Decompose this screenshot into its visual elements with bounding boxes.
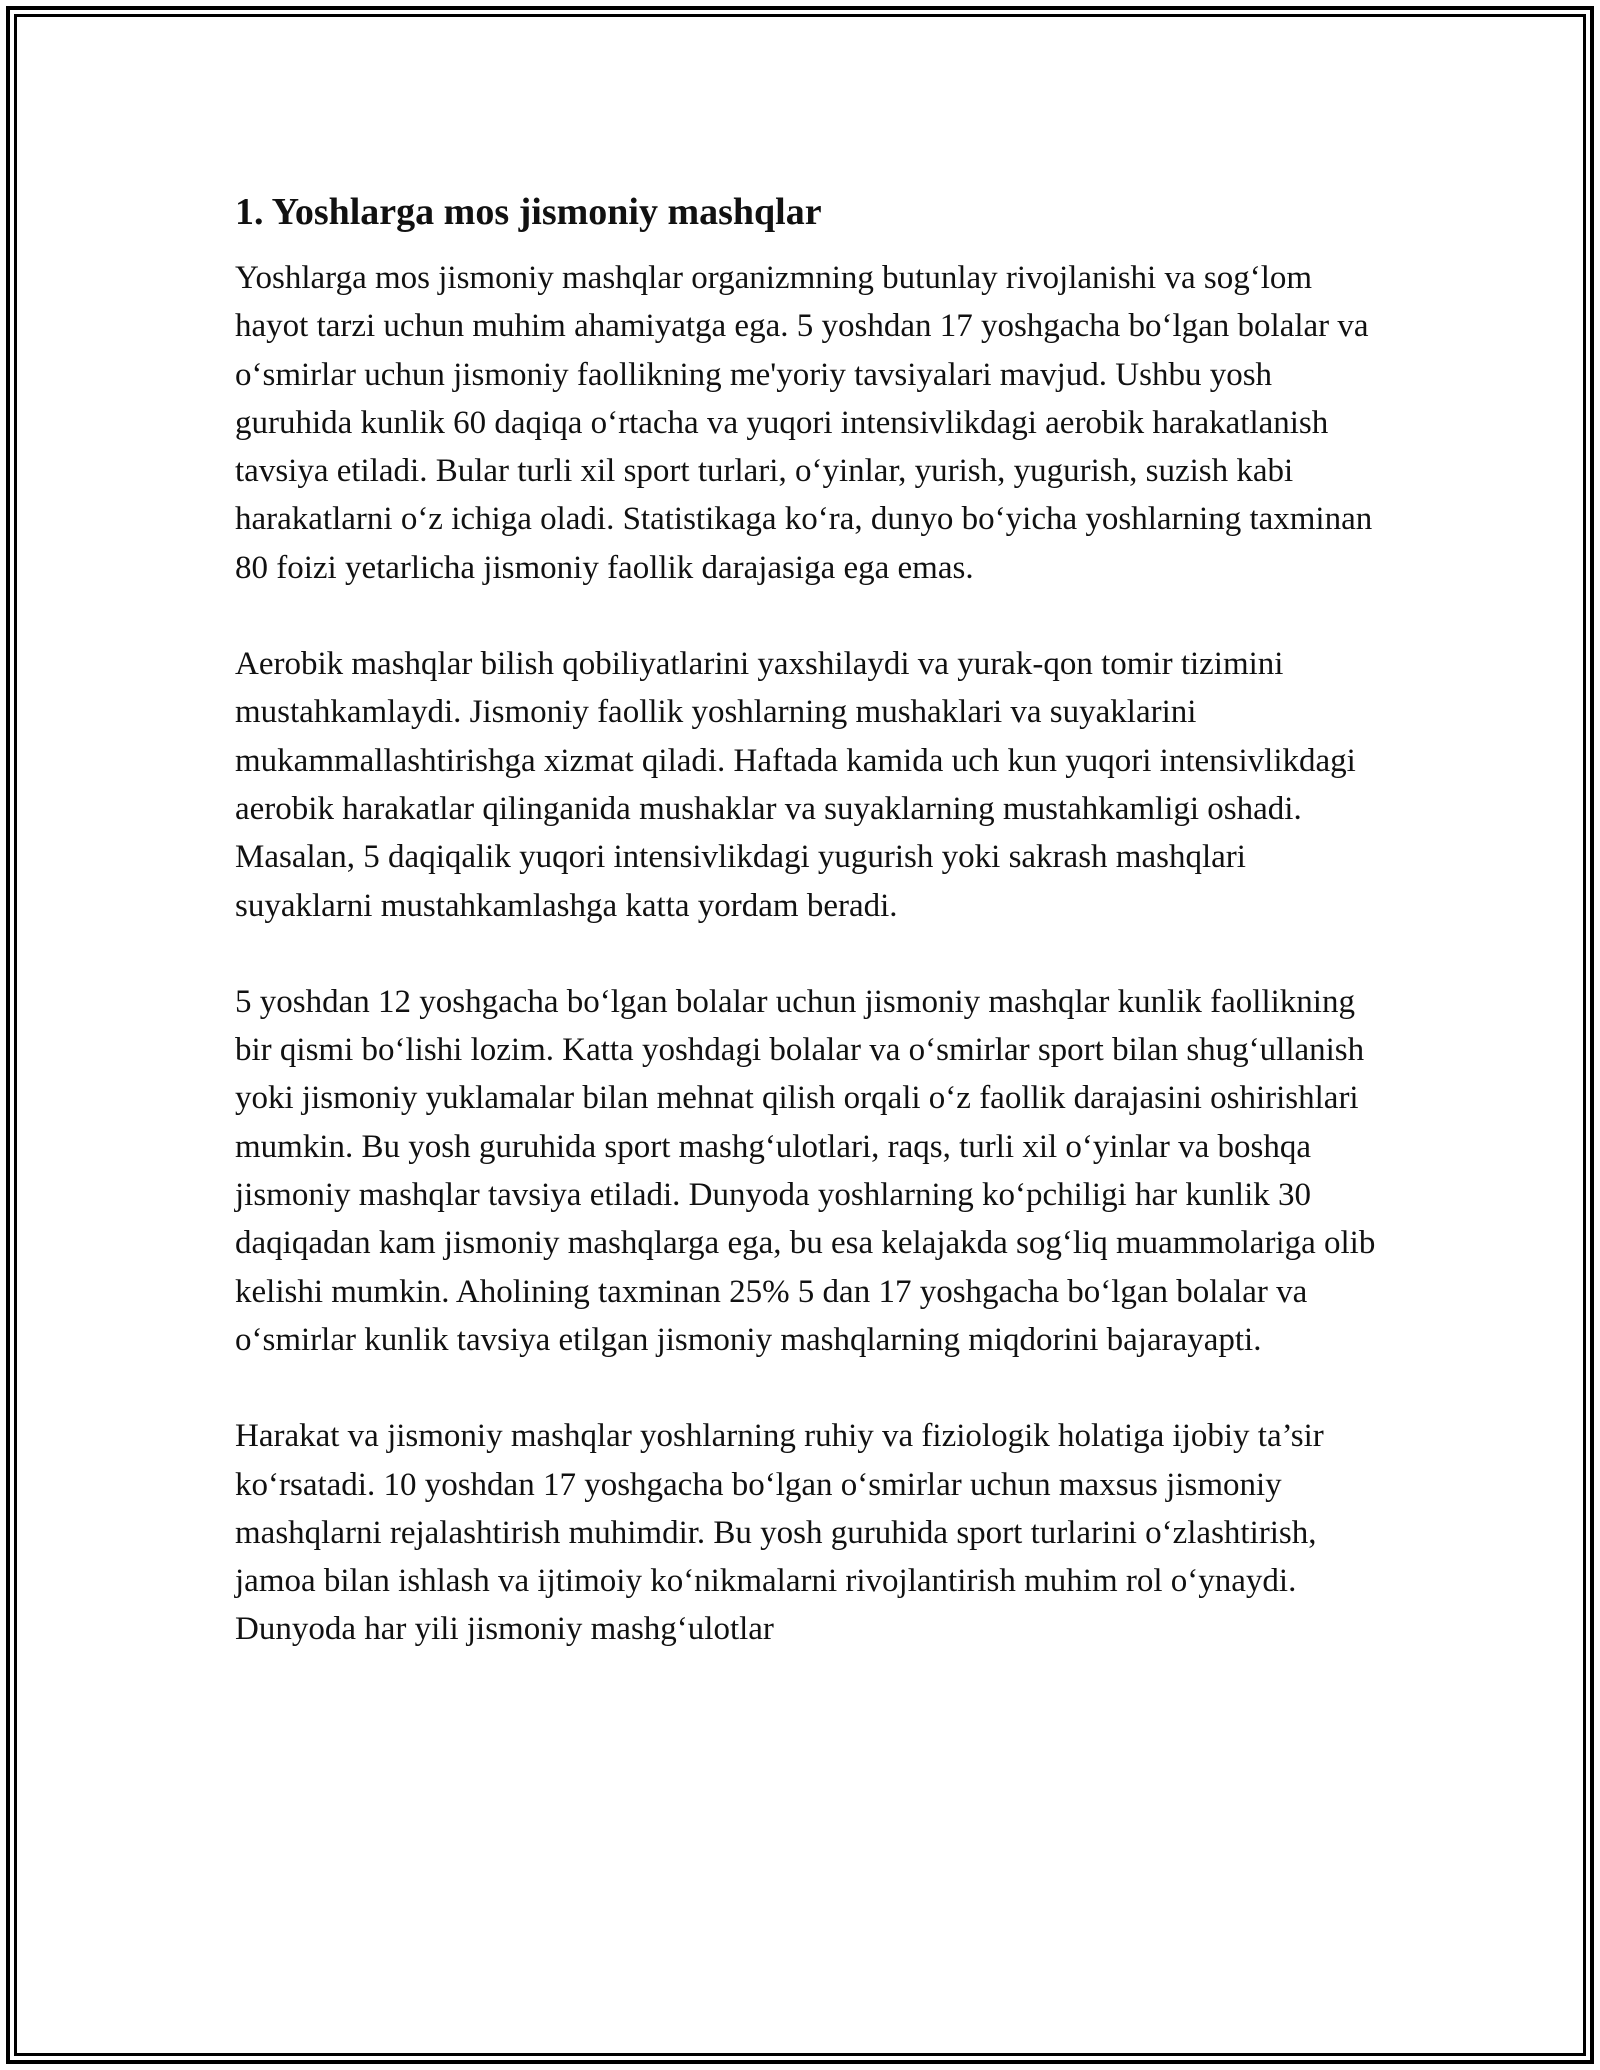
document-body (235, 186, 1380, 1702)
paragraph-4: Harakat va jismoniy mashqlar yoshlarning ruhiy va fiziologik holatiga ijobiy ta’sir ko‘rsatadi. 10 yoshdan 17 yoshgacha bo‘lgan o‘smirlar uchun maxsus jismoniy mashqlarni rejalashtirish muhimdir. Bu yosh guruhida sport turlarini o‘zlashtirish, jamoa bilan ishlash va ijtimoiy ko‘nikmalarni rivojlantirish muhim rol o‘ynaydi. Dunyoda har yili jismoniy mashg‘ulotlar (235, 1418, 1324, 1648)
paragraph-1: Yoshlarga mos jismoniy mashqlar organizmning butunlay rivojlanishi va sog‘lom hayot tarzi uchun muhim ahamiyatga ega. 5 yoshdan 17 yoshgacha bo‘lgan bolalar va o‘smirlar uchun jismoniy faollikning me'yoriy tavsiyalari mavjud. Ushbu yosh guruhida kunlik 60 daqiqa o‘rtacha va yuqori intensivlikdagi aerobik harakatlanish tavsiya etiladi. Bular turli xil sport turlari, o‘yinlar, yurish, yugurish, suzish kabi harakatlarni o‘z ichiga oladi. Statistikaga ko‘ra, dunyo bo‘yicha yoshlarning taxminan 80 foizi yetarlicha jismoniy faollik darajasiga ega emas. (235, 260, 1373, 586)
section-heading: 1. Yoshlarga mos jismoniy mashqlar (235, 191, 822, 233)
paragraph-3: 5 yoshdan 12 yoshgacha bo‘lgan bolalar uchun jismoniy mashqlar kunlik faollikning bir qismi bo‘lishi lozim. Katta yoshdagi bolalar va o‘smirlar sport bilan shug‘ullanish yoki jismoniy yuklamalar bilan mehnat qilish orqali o‘z faollik darajasini oshirishlari mumkin. Bu yosh guruhida sport mashg‘ulotlari, raqs, turli xil o‘yinlar va boshqa jismoniy mashqlar tavsiya etiladi. Dunyoda yoshlarning ko‘pchiligi har kunlik 30 daqiqadan kam jismoniy mashqlarga ega, bu esa kelajakda sog‘liq muammolariga olib kelishi mumkin. Aholining taxminan 25% 5 dan 17 yoshgacha bo‘lgan bolalar va o‘smirlar kunlik tavsiya etilgan jismoniy mashqlarning miqdorini bajarayapti. (235, 983, 1376, 1358)
paragraph-2: Aerobik mashqlar bilish qobiliyatlarini yaxshilaydi va yurak-qon tomir tizimini mustahkamlaydi. Jismoniy faollik yoshlarning mushaklari va suyaklarini mukammallashtirishga xizmat qiladi. Haftada kamida uch kun yuqori intensivlikdagi aerobik harakatlar qilinganida mushaklar va suyaklarning mustahkamligi oshadi. Masalan, 5 daqiqalik yuqori intensivlikdagi yugurish yoki sakrash mashqlari suyaklarni mustahkamlashga katta yordam beradi. (235, 646, 1356, 924)
